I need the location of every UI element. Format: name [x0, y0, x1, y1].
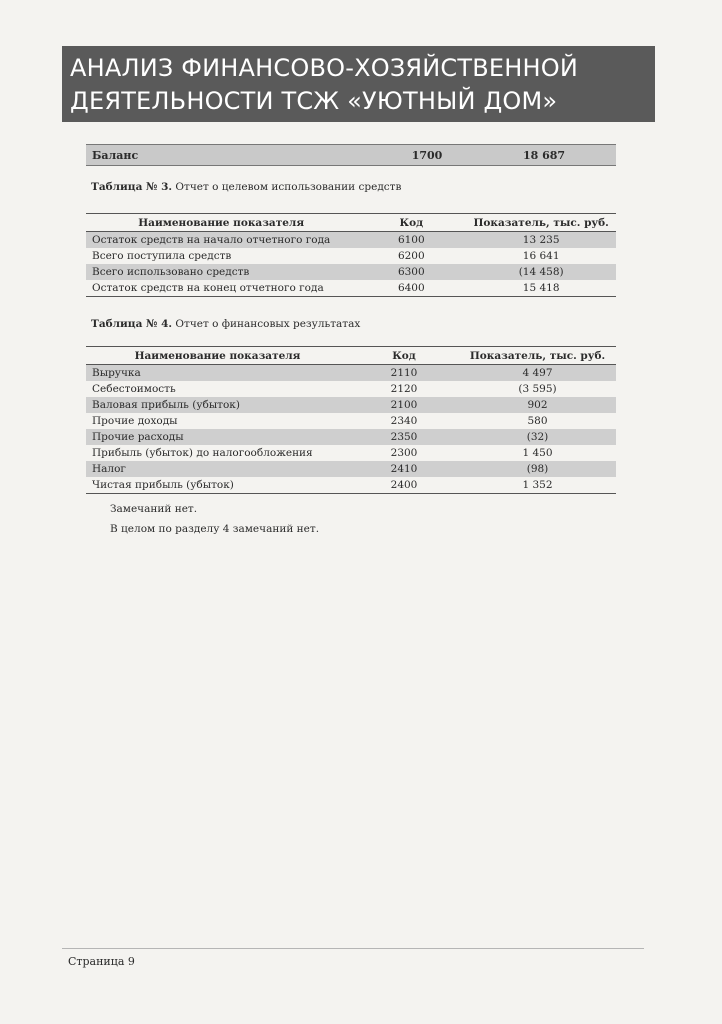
- row-code: 2410: [349, 461, 459, 477]
- table4-caption-number: Таблица № 4.: [91, 318, 173, 330]
- table-row: [86, 461, 616, 477]
- note-section-summary: В целом по разделу 4 замечаний нет.: [110, 523, 320, 535]
- table-row: [86, 477, 616, 494]
- row-value: 580: [527, 414, 548, 427]
- row-code: 6200: [397, 249, 425, 262]
- row-code: 6400: [356, 280, 466, 297]
- row-value: (98): [459, 461, 616, 477]
- column-header-name: Наименование показателя: [86, 214, 356, 232]
- row-name: Всего использовано средств: [86, 264, 356, 280]
- page-number: Страница 9: [68, 955, 135, 968]
- section-title-banner: [62, 46, 655, 122]
- table-row: [86, 280, 616, 297]
- row-name: Прибыль (убыток) до налогообложения: [92, 446, 313, 459]
- row-value: 1 450: [522, 446, 553, 459]
- table4-caption-text: Отчет о финансовых результатах: [172, 318, 361, 330]
- row-value: (3 595): [518, 382, 557, 395]
- table4-caption: [91, 318, 360, 330]
- table-header-row: [86, 347, 616, 365]
- row-value: (14 458): [466, 264, 616, 280]
- row-code: 2350: [349, 429, 459, 445]
- title-line-2: ДЕЯТЕЛЬНОСТИ ТСЖ «УЮТНЫЙ ДОМ»: [70, 87, 558, 115]
- row-value: 16 641: [522, 249, 560, 262]
- row-value: 13 235: [466, 232, 616, 249]
- column-header-code: Код: [356, 214, 466, 232]
- row-code: 2340: [390, 414, 418, 427]
- table-row: [86, 381, 616, 397]
- table-row: [86, 264, 616, 280]
- table3-caption-number: Таблица № 3.: [91, 181, 173, 193]
- table4-financial-results: [86, 346, 616, 494]
- table-row: [86, 413, 616, 429]
- table-header-row: [86, 214, 616, 232]
- column-header-code: Код: [349, 347, 459, 365]
- table-row: [86, 232, 616, 249]
- table-row: [86, 365, 616, 382]
- row-name: Всего поступила средств: [92, 249, 232, 262]
- title-line-1: АНАЛИЗ ФИНАНСОВО-ХОЗЯЙСТВЕННОЙ: [70, 54, 579, 82]
- row-code: 6300: [356, 264, 466, 280]
- row-name: Остаток средств на конец отчетного года: [86, 280, 356, 297]
- balance-row: [86, 144, 616, 166]
- row-name: Налог: [86, 461, 349, 477]
- balance-label: Баланс: [92, 148, 139, 162]
- row-code: 2300: [390, 446, 418, 459]
- table-row: [86, 397, 616, 413]
- row-name: Чистая прибыль (убыток): [86, 477, 349, 494]
- note-no-remarks: Замечаний нет.: [110, 503, 198, 515]
- table3-caption-text: Отчет о целевом использовании средств: [172, 181, 402, 193]
- row-value: 1 352: [459, 477, 616, 494]
- table3-target-use-of-funds: [86, 213, 616, 297]
- row-code: 2110: [349, 365, 459, 382]
- row-value: 4 497: [459, 365, 616, 382]
- table-row: [86, 248, 616, 264]
- row-name: Прочие расходы: [86, 429, 349, 445]
- table3-caption: [91, 181, 401, 193]
- row-name: Выручка: [86, 365, 349, 382]
- row-name: Прочие доходы: [92, 414, 178, 427]
- row-value: (32): [459, 429, 616, 445]
- table-row: [86, 445, 616, 461]
- column-header-value: Показатель, тыс. руб.: [459, 347, 616, 365]
- row-name: Себестоимость: [92, 382, 176, 395]
- row-code: 2400: [349, 477, 459, 494]
- balance-value: 18 687: [522, 148, 566, 162]
- column-header-name: Наименование показателя: [86, 347, 349, 365]
- row-value: 15 418: [466, 280, 616, 297]
- row-name: Валовая прибыль (убыток): [86, 397, 349, 413]
- row-code: 2100: [349, 397, 459, 413]
- column-header-value: Показатель, тыс. руб.: [466, 214, 616, 232]
- footer-divider: [62, 948, 644, 949]
- row-code: 6100: [356, 232, 466, 249]
- table-row: [86, 429, 616, 445]
- balance-code: 1700: [411, 148, 443, 162]
- row-code: 2120: [390, 382, 418, 395]
- row-name: Остаток средств на начало отчетного года: [86, 232, 356, 249]
- row-value: 902: [459, 397, 616, 413]
